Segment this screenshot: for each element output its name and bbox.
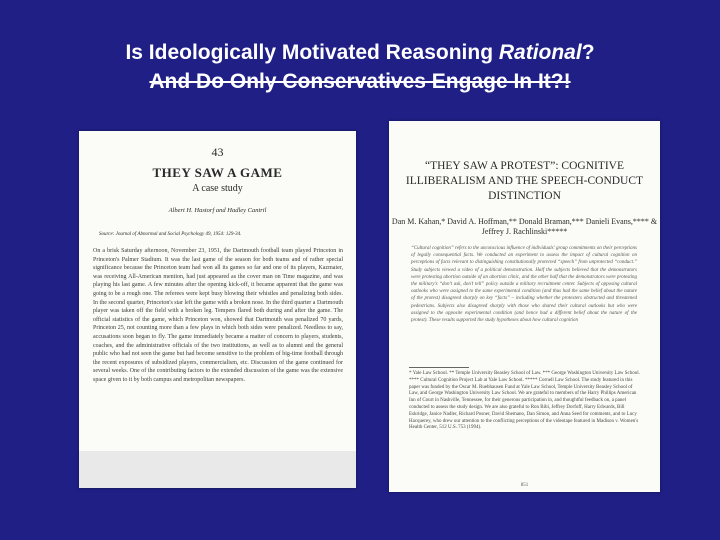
article-footnotes: * Yale Law School. ** Temple University Beasley School of Law. *** George Washington University Law School. **** Cultural Cognition Project Lab at Yale Law School. ***** Cornell Law School. The study featured in this paper was funded by the Oscar M. Ruebhausen Fund at Yale Law School, Temple University Beasley School of Law, and George Washington University Law School. We are grateful to members of the Harry Phillips American Inn of Court in Nashville, Tennessee, for their generous participation in, and thoughtful feedback on, a panel conducted to assess the study design. We are also grateful to Ron Bibi, Jeffrey Dorfoff, Harry Edwards, Bill Eskridge, Janice Nadler, Richard Posner, David Shemano, Dan Simon, and Anna Seed for comments, and to Lucy Hacquerey, who drew our attention to the conflicting perceptions of the videotape featured in Madison v. Women's Health Center, 512 U.S. 753 (1994). bbox=[409, 371, 640, 431]
chapter-authors: Albert H. Hastorf and Hadley Cantril bbox=[168, 207, 267, 214]
title-line-2-strikethrough: And Do Only Conservatives Engage In It?! bbox=[149, 70, 571, 93]
they-saw-a-protest-page bbox=[389, 121, 660, 492]
they-saw-a-game-page bbox=[79, 131, 356, 488]
title-line-1 bbox=[0, 38, 720, 67]
footnote-divider bbox=[409, 367, 469, 368]
title-italic-word: Rational bbox=[498, 41, 582, 64]
chapter-title: THEY SAW A GAME bbox=[152, 165, 283, 180]
chapter-number: 43 bbox=[211, 145, 224, 159]
title-text: Is Ideologically Motivated Reasoning bbox=[125, 41, 499, 64]
chapter-subtitle: A case study bbox=[192, 183, 243, 194]
article-authors: Dan M. Kahan,* David A. Hoffman,** Donald Braman,*** Danieli Evans,**** & Jeffrey J. Rachlinski***** bbox=[391, 217, 658, 236]
chapter-source: Source: Journal of Abnormal and Social Psychology 49, 1954: 129-34. bbox=[99, 232, 242, 237]
page-number: 851 bbox=[520, 483, 529, 488]
article-abstract: “Cultural cognition” refers to the unconscious influence of individuals’ group commitments on their perceptions of legally consequential facts. We conducted an experiment to assess the impact of cultural cognition on perceptions of facts relevant to distinguishing constitutionally protected “speech” from unprotected “conduct.” Study subjects viewed a video of a political demonstration. Half the subjects believed that the demonstrators were protesting abortion outside of an abortion clinic, and the other half that the demonstrators were protesting the military’s “don’t ask, don’t tell” policy outside a military recruitment center. Subjects of opposing cultural outlooks who were assigned to the same experimental condition (and thus had the same belief about the nature of the protest) disagreed sharply on key “facts” – including whether the protesters obstructed and threatened pedestrians. Subjects also disagreed sharply with those who shared their cultural outlooks but who were assigned to the opposite experimental condition (and hence had a different belief about the nature of the protest). These results supported the study hypotheses about how cultural cognition bbox=[411, 246, 637, 324]
title-question-mark: ? bbox=[581, 41, 595, 64]
article-title: “THEY SAW A PROTEST”: COGNITIVE ILLIBERALISM AND THE SPEECH-CONDUCT DISTINCTION bbox=[405, 160, 644, 202]
slide-title bbox=[0, 38, 720, 96]
chapter-body-text: On a brisk Saturday afternoon, November 23, 1951, the Dartmouth football team played Princeton in Princeton's Palmer Stadium. It was the last game of the season for both teams and of rather special significance because the Princeton team had won all its games so far and one of its players, Kazmaier, was receiving All-American mention, had just appeared as the cover man on Time magazine, and was playing his last game. A few minutes after the opening kick-off, it became apparent that the game was going to be a rough one. The referees were kept busy blowing their whistles and penalizing both sides. In the second quarter, Princeton's star left the game with a broken nose. In the third quarter a Dartmouth player was taken off the field with a broken leg. Tempers flared both during and after the game. The official statistics of the game, which Princeton won, showed that Dartmouth was penalized 70 yards, Princeton 25, not counting more than a few plays in which both sides were penalized. Needless to say, accusations soon began to fly. The game immediately became a matter of concern to players, students, coaches, and the administrative officials of the two institutions, as well as to alumni and the general public who had not seen the game but had become sensitive to the problem of big-time football through the recent exposures of subsidized players, commercialism, etc. Discussion of the game continued for several weeks. One of the contributing factors to the extended discussion of the game was the extensive space given to it by both campus and metropolitan newspapers. bbox=[93, 248, 343, 383]
page-shadow-overlay bbox=[79, 451, 356, 488]
